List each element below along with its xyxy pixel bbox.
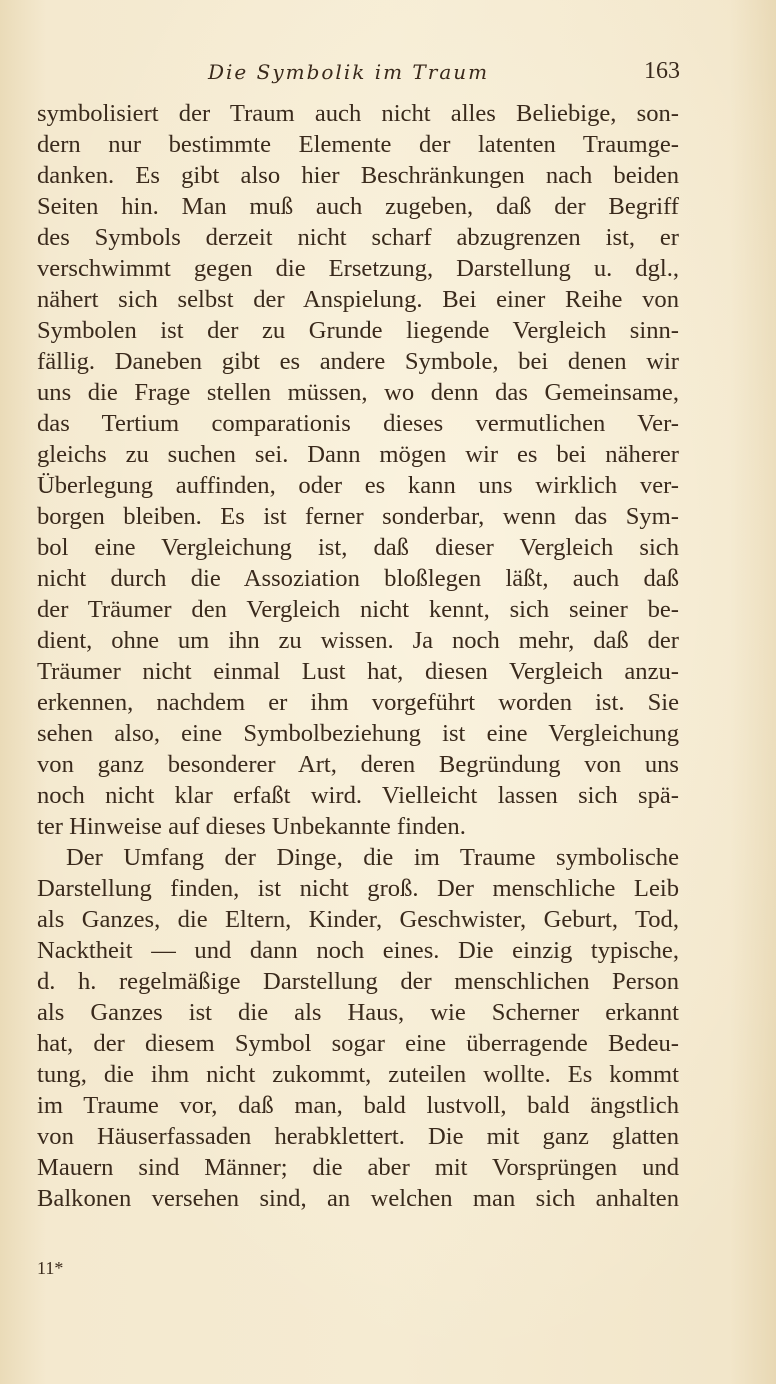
text-line: von Häuserfassaden herabklettert. Die mit ganz glatten bbox=[37, 1123, 679, 1150]
running-head: Die Symbolik im Traum bbox=[208, 60, 490, 84]
text-line: uns die Frage stellen müssen, wo denn das Gemeinsame, bbox=[37, 379, 679, 406]
text-line: Überlegung auffinden, oder es kann uns wirklich ver- bbox=[37, 472, 679, 499]
text-line: hat, der diesem Symbol sogar eine überragende Bedeu- bbox=[37, 1030, 679, 1057]
text-line: bol eine Vergleichung ist, daß dieser Vergleich sich bbox=[37, 534, 679, 561]
text-line: des Symbols derzeit nicht scharf abzugrenzen ist, er bbox=[37, 224, 679, 251]
text-line: Symbolen ist der zu Grunde liegende Vergleich sinn- bbox=[37, 317, 679, 344]
text-line: dient, ohne um ihn zu wissen. Ja noch mehr, daß der bbox=[37, 627, 679, 654]
text-line: nicht durch die Assoziation bloßlegen läßt, auch daß bbox=[37, 565, 679, 592]
text-line: fällig. Daneben gibt es andere Symbole, bei denen wir bbox=[37, 348, 679, 375]
paragraph-1 bbox=[37, 98, 679, 842]
text-line: gleichs zu suchen sei. Dann mögen wir es bei näherer bbox=[37, 441, 679, 468]
text-line: symbolisiert der Traum auch nicht alles Beliebige, son- bbox=[37, 100, 679, 127]
page-number: 163 bbox=[644, 58, 680, 84]
page-header bbox=[0, 56, 776, 90]
text-line: sehen also, eine Symbolbeziehung ist eine Vergleichung bbox=[37, 720, 679, 747]
text-line: als Ganzes, die Eltern, Kinder, Geschwister, Geburt, Tod, bbox=[37, 906, 679, 933]
body-text bbox=[37, 98, 679, 1214]
text-line: im Traume vor, daß man, bald lustvoll, bald ängstlich bbox=[37, 1092, 679, 1119]
text-line: Balkonen versehen sind, an welchen man sich anhalten bbox=[37, 1185, 679, 1212]
paragraph-2 bbox=[37, 842, 679, 1214]
text-line: der Träumer den Vergleich nicht kennt, sich seiner be- bbox=[37, 596, 679, 623]
text-line: nähert sich selbst der Anspielung. Bei einer Reihe von bbox=[37, 286, 679, 313]
text-line: Seiten hin. Man muß auch zugeben, daß der Begriff bbox=[37, 193, 679, 220]
text-line: verschwimmt gegen die Ersetzung, Darstellung u. dgl., bbox=[37, 255, 679, 282]
text-line: d. h. regelmäßige Darstellung der menschlichen Person bbox=[37, 968, 679, 995]
text-line: borgen bleiben. Es ist ferner sonderbar, wenn das Sym- bbox=[37, 503, 679, 530]
text-line: tung, die ihm nicht zukommt, zuteilen wollte. Es kommt bbox=[37, 1061, 679, 1088]
text-line: das Tertium comparationis dieses vermutlichen Ver- bbox=[37, 410, 679, 437]
text-line: noch nicht klar erfaßt wird. Vielleicht lassen sich spä- bbox=[37, 782, 679, 809]
text-line: ter Hinweise auf dieses Unbekannte finden. bbox=[37, 813, 466, 840]
text-line: Der Umfang der Dinge, die im Traume symbolische bbox=[66, 844, 679, 871]
text-line: Nacktheit — und dann noch eines. Die einzig typische, bbox=[37, 937, 679, 964]
text-line: als Ganzes ist die als Haus, wie Scherner erkannt bbox=[37, 999, 679, 1026]
text-line: Darstellung finden, ist nicht groß. Der menschliche Leib bbox=[37, 875, 679, 902]
signature-mark: 11* bbox=[37, 1258, 64, 1278]
text-line: von ganz besonderer Art, deren Begründung von uns bbox=[37, 751, 679, 778]
text-line: Mauern sind Männer; die aber mit Vorsprüngen und bbox=[37, 1154, 679, 1181]
text-line: dern nur bestimmte Elemente der latenten Traumge- bbox=[37, 131, 679, 158]
text-line: Träumer nicht einmal Lust hat, diesen Vergleich anzu- bbox=[37, 658, 679, 685]
text-line: erkennen, nachdem er ihm vorgeführt worden ist. Sie bbox=[37, 689, 679, 716]
text-line: danken. Es gibt also hier Beschränkungen nach beiden bbox=[37, 162, 679, 189]
